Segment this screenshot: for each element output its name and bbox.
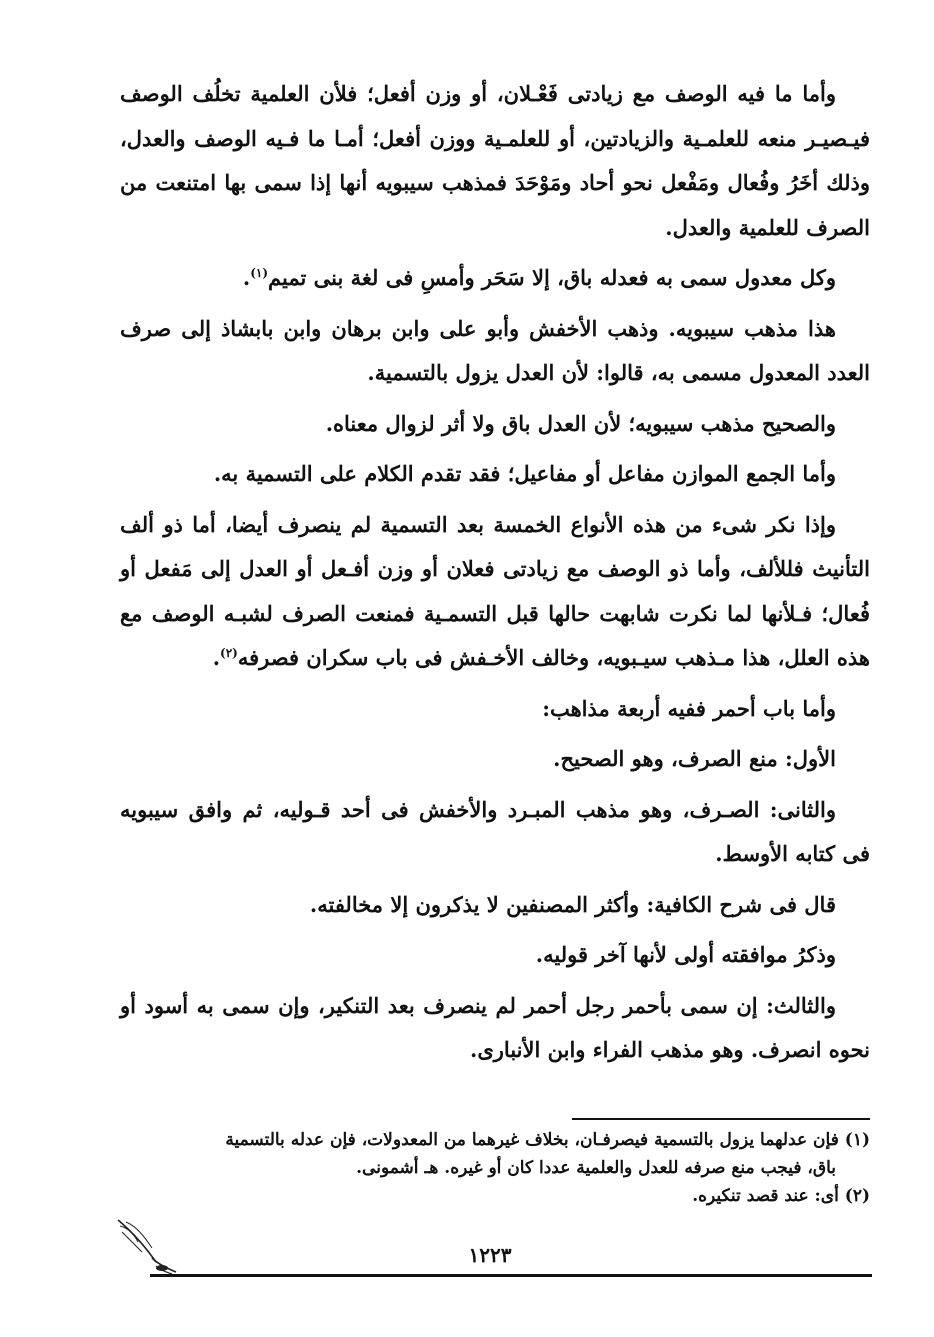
quill-pen-icon [112, 1212, 182, 1282]
footnote-ref-2[interactable]: (٢) [220, 646, 238, 660]
footnote-1-label: (١) [844, 1130, 870, 1150]
paragraph-3: هذا مذهب سيبويه. وذهب الأخفش وأبو على وابن برهان وابن بابشاذ إلى صرف العدد المعدول مسمى به، قالوا: لأن العدل يزول بالتسمية. [120, 315, 870, 385]
footnote-1-text: فإن عدلهما يزول بالتسمية فيصرفـان، بخلاف غيرهما من المعدولات، فإن عدله بالتسمية [225, 1130, 839, 1150]
paragraph-7: وأما باب أحمر ففيه أربعة مذاهب: [542, 695, 836, 721]
footnote-2-label: (٢) [844, 1186, 870, 1206]
footnote-1 [120, 1126, 870, 1154]
footnote-ref-1[interactable]: (١) [250, 266, 269, 280]
paragraph-8: الأول: منع الصرف، وهو الصحيح. [553, 746, 836, 771]
page-number: ١٢٢٣ [468, 1243, 512, 1267]
paragraph-1: وأما ما فيه الوصف مع زيادتى فَعْـلان، أو وزن أفعل؛ فلأن العلمية تخلُف الوصف فيـصيـر منعه للعلمـية والزيادتين، أو للعلمـية ووزن أفعل؛ أمـا ما فـيه الوصف والعدل، وذلك أخَرُ وفُعال ومَفْعل نحو أحاد ومَوْحَدَ فمذهب سيبويه أنها إذا سمى بها امتنعت من الصرف للعلمية والعدل. [120, 81, 870, 240]
paragraph-2-text: وكل معدول سمى به فعدله باق، إلا سَحَر وأمسِ فى لغة بنى تميم [268, 265, 836, 290]
paragraph-6 [120, 503, 870, 681]
paragraph-2 [120, 256, 870, 301]
paragraph-5: وأما الجمع الموازن مفاعل أو مفاعيل؛ فقد تقدم الكلام على التسمية به. [213, 461, 836, 486]
paragraph-2-period: . [242, 265, 251, 290]
footnote-1-continuation: باق، فيجب منع صرفه للعدل والعلمية عددا كان أو غيره. هـ أشمونى. [356, 1158, 836, 1178]
footnote-separator [572, 1118, 870, 1120]
footnote-2 [120, 1182, 870, 1210]
footnotes [120, 1126, 870, 1210]
paragraph-12: والثالث: إن سمى بأحمر رجل أحمر لم ينصرف بعد التنكير، وإن سمى به أسود أو نحوه انصرف. وهو مذهب الفراء وابن الأنبارى. [120, 992, 870, 1062]
bottom-rule [150, 1274, 872, 1277]
paragraph-10: قال فى شرح الكافية: وأكثر المصنفين لا يذكرون إلا مخالفته. [309, 891, 836, 917]
paragraph-11: وذكرُ موافقته أولى لأنها آخر قوليه. [535, 942, 836, 967]
main-text [120, 72, 870, 1079]
paragraph-4: والصحيح مذهب سيبويه؛ لأن العدل باق ولا أثر لزوال معناه. [325, 410, 836, 436]
paragraph-6-period: . [212, 645, 221, 670]
paragraph-9: والثانى: الصـرف، وهو مذهب المبـرد والأخفش فى أحد قـوليه، ثم وافق سيبويه فى كتابه الأوسط. [120, 796, 870, 866]
paragraph-6-text: وإذا نكر شىء من هذه الأنواع الخمسة بعد التسمية لم ينصرف أيضا، أما ذو ألف التأنيث فللألف، وأما ذو الوصف مع زيادتى فعلان أو وزن أفـعل أو العدل إلى مَفعل أو فُعال؛ فـلأنها لما نكرت شابهت حالها قبل التسمـية فمنعت الصرف لشبـه الوصف مع هذه العلل، هذا مـذهب سيـبويه، وخالف الأخـفش فى باب سكران فصرفه [120, 511, 870, 670]
footnote-2-text: أى: عند قصد تنكيره. [692, 1186, 839, 1206]
